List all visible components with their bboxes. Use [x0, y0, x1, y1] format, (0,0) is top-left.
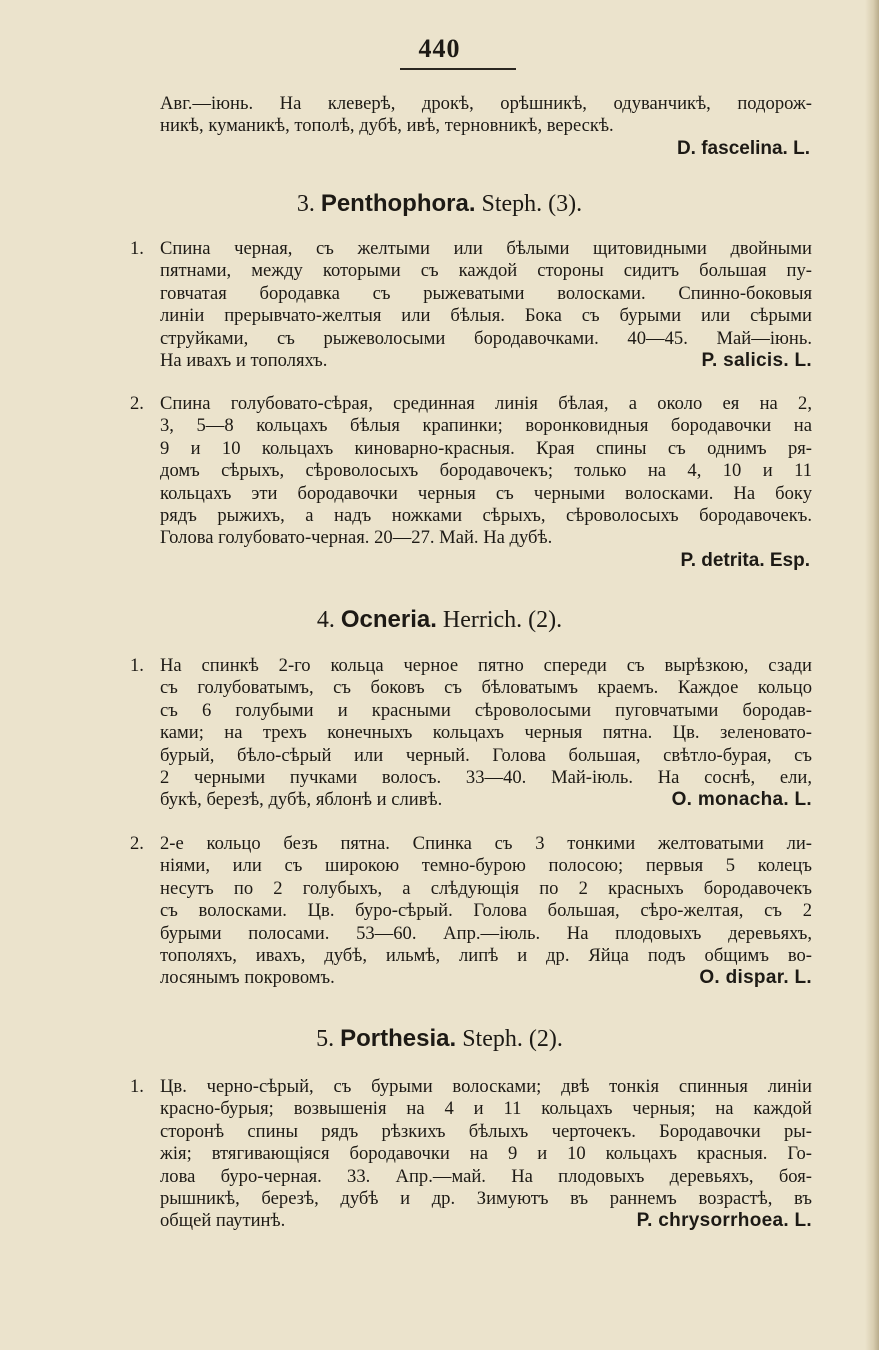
text-line: рядъ рыжихъ, а надъ ножками сѣрыхъ, сѣроволосыхъ бородавочекъ. — [160, 505, 812, 527]
text-line: 2 черными пучками волосъ. 33—40. Май-іюль. На соснѣ, ели, — [160, 767, 812, 789]
text-line: красно-бурыя; возвышенія на 4 и 11 кольцахъ черныя; на каждой — [160, 1098, 812, 1120]
text-line: жія; втягивающіяся бородавочки на 9 и 10 кольцахъ красныя. Го- — [160, 1143, 812, 1165]
text-line: домъ сѣрыхъ, сѣроволосыхъ бородавочекъ; только на 4, 10 и 11 — [160, 460, 812, 482]
text-line: никѣ, куманикѣ, тополѣ, дубѣ, ивѣ, терновникѣ, верескѣ. — [160, 115, 614, 137]
entry-number: 1. — [130, 655, 144, 676]
entry-text — [160, 1076, 812, 1233]
species-name: P. salicis. L. — [701, 350, 812, 372]
genus-name: Porthesia. — [340, 1025, 457, 1052]
genus-number: 3. — [296, 191, 315, 217]
text-line: лова буро-черная. 33. Апр.—май. На плодовыхъ деревьяхъ, боя- — [160, 1165, 812, 1187]
text-line: тополяхъ, ивахъ, дубѣ, ильмѣ, липѣ и др. Яйца подъ общимъ во- — [160, 945, 812, 967]
entry-number: 2. — [130, 833, 144, 854]
text-line: Спина черная, съ желтыми или бѣлыми щитовидными двойными — [160, 238, 812, 259]
last-line — [160, 789, 812, 811]
text-line: Цв. черно-сѣрый, съ бурыми волосками; двѣ тонкія спинныя линіи — [160, 1076, 812, 1097]
text-line: букѣ, березѣ, дубѣ, яблонѣ и сливѣ. — [160, 789, 443, 811]
text-line: сторонѣ спины рядъ рѣзкихъ бѣлыхъ черточекъ. Бородавочки ры- — [160, 1120, 812, 1142]
genus-number: 5. — [316, 1026, 335, 1052]
text-line: Авг.—іюнь. На клеверѣ, дрокѣ, орѣшникѣ, одуванчикѣ, подорож- — [160, 93, 812, 114]
header-rule — [400, 68, 516, 70]
text-line: 2-е кольцо безъ пятна. Спинка съ 3 тонкими желтоватыми ли- — [160, 833, 812, 854]
text-line: бурыми полосами. 53—60. Апр.—іюль. На плодовыхъ деревьяхъ, — [160, 922, 812, 944]
text-line: На спинкѣ 2-го кольца черное пятно спереди съ вырѣзкою, сзади — [160, 655, 812, 676]
text-line: 3, 5—8 кольцахъ бѣлыя крапинки; воронковидныя бородавочки на — [160, 415, 812, 437]
species-name: D. fascelina. L. — [676, 137, 810, 159]
entry-number: 1. — [130, 238, 144, 259]
genus-heading — [0, 190, 879, 218]
genus-heading — [0, 1025, 879, 1053]
species-name: P. chrysorrhoea. L. — [636, 1210, 812, 1232]
genus-name: Penthophora. — [320, 190, 476, 217]
text-line: пятнами, между которыми съ каждой стороны сидитъ большая пу- — [160, 260, 812, 282]
text-line: Голова голубовато-черная. 20—27. Май. На дубѣ. — [160, 527, 553, 549]
species-name: O. monacha. L. — [671, 789, 812, 811]
genus-name: Ocneria. — [340, 606, 437, 633]
entry-text — [160, 238, 812, 372]
genus-author: Steph. (2). — [462, 1026, 563, 1052]
genus-number: 4. — [316, 607, 335, 633]
text-line: бурый, бѣло-сѣрый или черный. Голова большая, свѣтло-бурая, съ — [160, 744, 812, 766]
text-line: 9 и 10 кольцахъ киноварно-красныя. Края спины съ однимъ ря- — [160, 437, 812, 459]
species-name: P. detrita. Esp. — [680, 549, 810, 571]
text-line: лосянымъ покровомъ. — [160, 967, 335, 989]
entry-text — [160, 833, 812, 990]
genus-author: Herrich. (2). — [442, 607, 563, 633]
genus-heading — [0, 606, 879, 634]
genus-author: Steph. (3). — [481, 191, 583, 217]
entry-number: 1. — [130, 1076, 144, 1097]
text-line: ками; на трехъ конечныхъ кольцахъ черныя пятна. Цв. зеленовато- — [160, 722, 812, 744]
text-line: общей паутинѣ. — [160, 1210, 286, 1232]
text-line: Спина голубовато-сѣрая, срединная линія бѣлая, а около ея на 2, — [160, 393, 812, 414]
text-line: На ивахъ и тополяхъ. — [160, 350, 328, 372]
text-line: рышникѣ, березѣ, дубѣ и др. Зимуютъ въ раннемъ возрастѣ, въ — [160, 1188, 812, 1210]
entry-text — [160, 393, 812, 572]
text-line: говчатая бородавка съ рыжеватыми волосками. Спинно-боковыя — [160, 282, 812, 304]
last-line — [160, 350, 812, 372]
text-line: съ волосками. Цв. буро-сѣрый. Голова большая, сѣро-желтая, съ 2 — [160, 900, 812, 922]
text-line: съ 6 голубыми и красными сѣроволосыми пуговчатыми бородав- — [160, 699, 812, 721]
last-line — [160, 1210, 812, 1232]
text-line: кольцахъ эти бородавочки черныя съ черными волосками. На боку — [160, 482, 812, 504]
intro-paragraph — [160, 93, 812, 160]
entry-text — [160, 655, 812, 812]
text-line: несутъ по 2 голубыхъ, а слѣдующія по 2 красныхъ бородавочекъ — [160, 877, 812, 899]
text-line: съ голубоватымъ, съ боковъ съ бѣловатымъ краемъ. Каждое кольцо — [160, 677, 812, 699]
species-name: O. dispar. L. — [699, 967, 812, 989]
text-line: ніями, или съ широкою темно-бурою полосою; первыя 5 колецъ — [160, 855, 812, 877]
text-line: линіи прерывчато-желтыя или бѣлыя. Бока съ бурыми или сѣрыми — [160, 305, 812, 327]
last-line — [160, 967, 812, 989]
page-number: 440 — [418, 34, 461, 63]
text-line: струйками, съ рыжеволосыми бородавочками. 40—45. Май—іюнь. — [160, 327, 812, 349]
entry-number: 2. — [130, 393, 144, 414]
